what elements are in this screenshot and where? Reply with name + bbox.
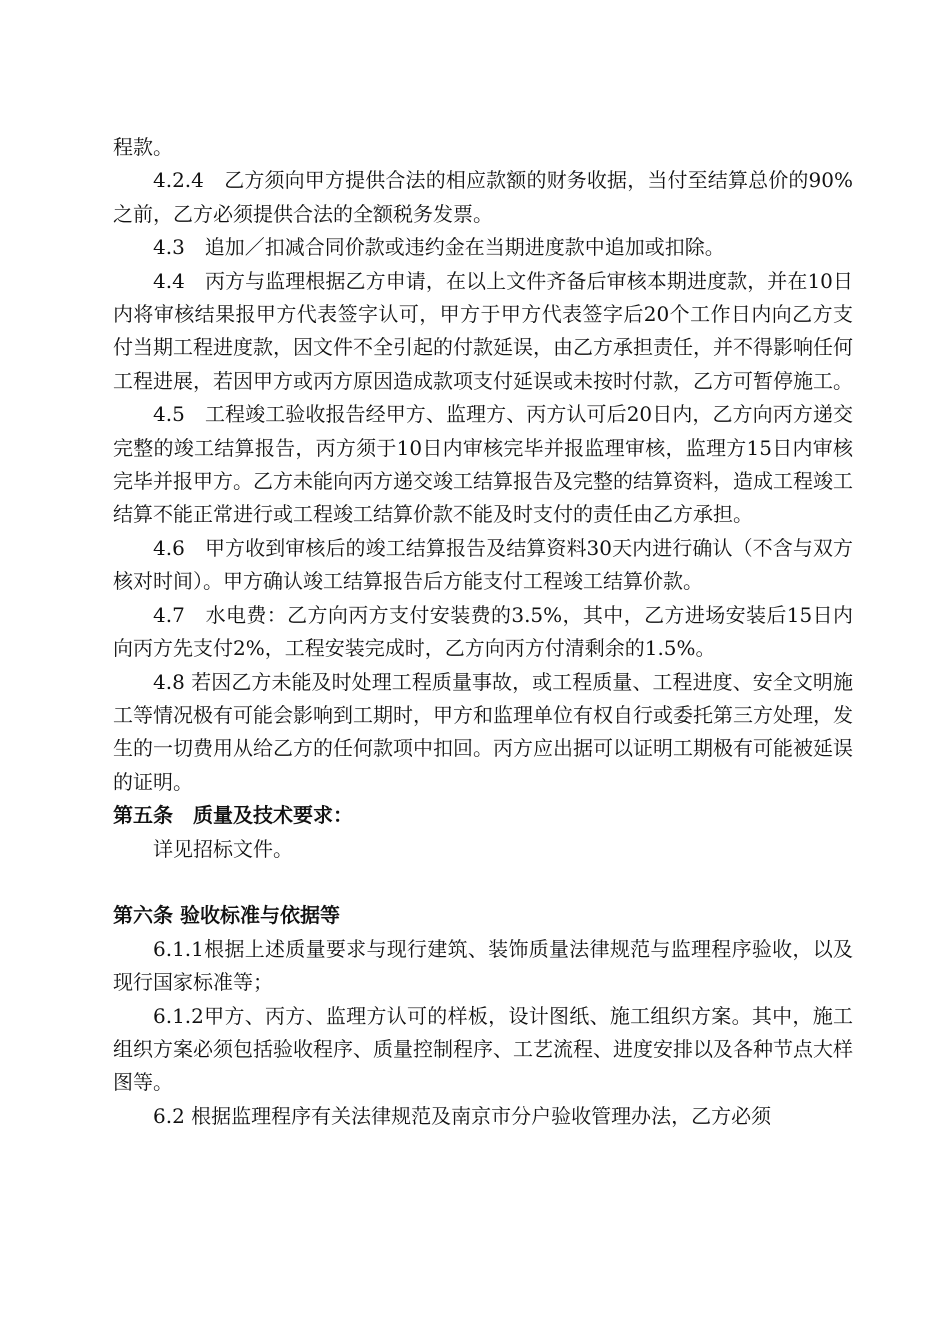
- section-5-body: 详见招标文件。: [153, 836, 293, 861]
- document-page: [113, 131, 853, 1133]
- section-6-heading: 第六条 验收标准与依据等: [113, 903, 340, 928]
- paragraph-4-8: 4.8 若因乙方未能及时处理工程质量事故，或工程质量、工程进度、安全文明施工等情况极有可能会影响到工期时，甲方和监理单位有权自行或委托第三方处理，发生的一切费用从给乙方的任何款项中扣回。丙方应出据可以证明工期极有可能被延误的证明。: [113, 669, 853, 794]
- paragraph-4-3: 4.3 追加／扣减合同价款或违约金在当期进度款中追加或扣除。: [153, 235, 725, 260]
- paragraph-continuation: 程款。: [113, 135, 173, 159]
- paragraph-6-2: 6.2 根据监理程序有关法律规范及南京市分户验收管理办法，乙方必须: [153, 1103, 772, 1128]
- section-5-heading: 第五条 质量及技术要求：: [113, 803, 353, 828]
- paragraph-4-6: 4.6 甲方收到审核后的竣工结算报告及结算资料30天内进行确认（不含与双方核对时间）。甲方确认竣工结算报告后方能支付工程竣工结算价款。: [113, 535, 853, 594]
- paragraph-4-7: 4.7 水电费：乙方向丙方支付安装费的3.5%，其中，乙方进场安装后15日内向丙方先支付2%，工程安装完成时，乙方向丙方付清剩余的1.5%。: [113, 602, 853, 661]
- paragraph-6-1-1: 6.1.1根据上述质量要求与现行建筑、装饰质量法律规范与监理程序验收，以及现行国家标准等；: [113, 936, 853, 995]
- paragraph-4-4: 4.4 丙方与监理根据乙方申请，在以上文件齐备后审核本期进度款，并在10日内将审核结果报甲方代表签字认可，甲方于甲方代表签字后20个工作日内向乙方支付当期工程进度款，因文件不全引起的付款延误，由乙方承担责任，并不得影响任何工程进展，若因甲方或丙方原因造成款项支付延误或未按时付款，乙方可暂停施工。: [113, 268, 853, 393]
- paragraph-6-1-2: 6.1.2甲方、丙方、监理方认可的样板，设计图纸、施工组织方案。其中，施工组织方案必须包括验收程序、质量控制程序、工艺流程、进度安排以及各种节点大样图等。: [113, 1003, 853, 1095]
- paragraph-4-5: 4.5 工程竣工验收报告经甲方、监理方、丙方认可后20日内，乙方向丙方递交完整的竣工结算报告，丙方须于10日内审核完毕并报监理审核，监理方15日内审核完毕并报甲方。乙方未能向丙方递交竣工结算报告及完整的结算资料，造成工程竣工结算不能正常进行或工程竣工结算价款不能及时支付的责任由乙方承担。: [113, 402, 853, 527]
- paragraph-4-2-4: 4.2.4 乙方须向甲方提供合法的相应款额的财务收据，当付至结算总价的90%之前，乙方必须提供合法的全额税务发票。: [113, 168, 853, 226]
- blank-line: [113, 866, 853, 899]
